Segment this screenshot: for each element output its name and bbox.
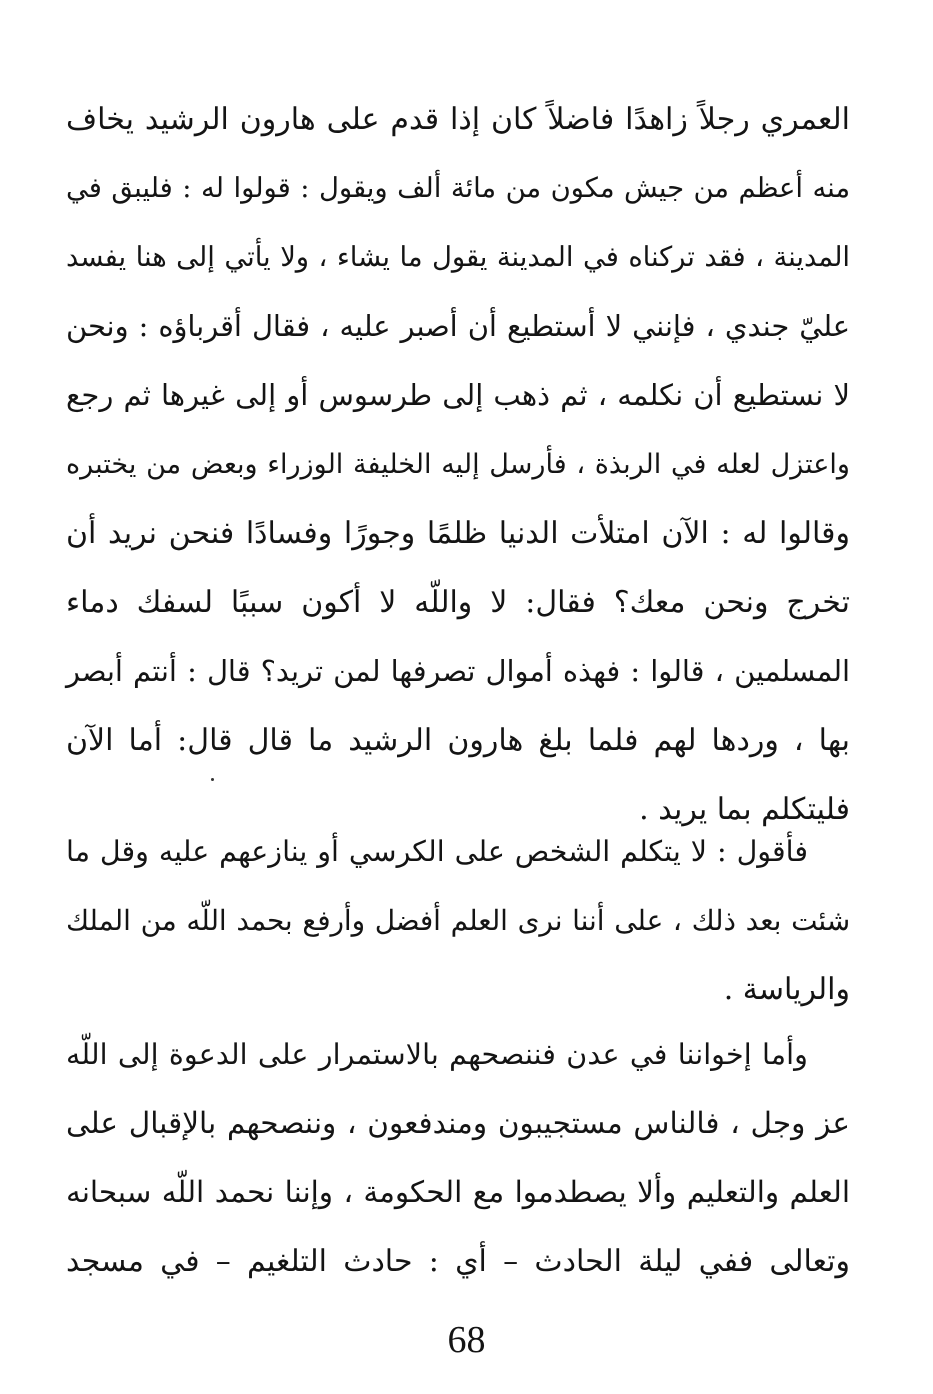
text-line: والرياسة . xyxy=(723,972,850,1007)
paragraph-2 xyxy=(66,817,850,1024)
ink-speck xyxy=(211,778,214,781)
text-line: بها ، وردها لهم فلما بلغ هارون الرشيد ما قال قال: أما الآن xyxy=(66,723,850,758)
text-line: وأما إخواننا في عدن فننصحهم بالاستمرار على الدعوة إلى اللّه xyxy=(66,1037,808,1071)
text-line: لا نستطيع أن نكلمه ، ثم ذهب إلى طرسوس أو إلى غيرها ثم رجع xyxy=(66,378,850,412)
text-line: العمري رجلاً زاهدًا فاضلاً كان إذا قدم على هارون الرشيد يخاف xyxy=(66,102,850,137)
text-line: وقالوا له : الآن امتلأت الدنيا ظلمًا وجورًا وفسادًا فنحن نريد أن xyxy=(66,516,850,551)
text-line: واعتزل لعله في الربذة ، فأرسل إليه الخليفة الوزراء وبعض من يختبره xyxy=(66,449,850,480)
text-line: منه أعظم من جيش مكون من مائة ألف ويقول : قولوا له : فليبق في xyxy=(66,173,850,204)
paragraph-1 xyxy=(66,85,850,844)
text-line: شئت بعد ذلك ، على أننا نرى العلم أفضل وأرفع بحمد اللّه من الملك xyxy=(66,904,850,937)
text-line: وتعالى ففي ليلة الحادث – أي : حادث التلغيم – في مسجد xyxy=(66,1244,850,1279)
text-line: المسلمين ، قالوا : فهذه أموال تصرفها لمن تريد؟ قال : أنتم أبصر xyxy=(66,654,850,688)
text-line: عليّ جندي ، فإنني لا أستطيع أن أصبر عليه ، فقال أقرباؤه : ونحن xyxy=(66,309,850,343)
text-line: تخرج ونحن معك؟ فقال: لا واللّه لا أكون سببًا لسفك دماء xyxy=(66,585,850,620)
text-line: العلم والتعليم وألا يصطدموا مع الحكومة ، وإننا نحمد اللّه سبحانه xyxy=(66,1175,850,1209)
paragraph-3 xyxy=(66,1020,850,1296)
text-line: عز وجل ، فالناس مستجيبون ومندفعون ، وننصحهم بالإقبال على xyxy=(66,1106,850,1140)
text-line: فليتكلم بما يريد . xyxy=(639,792,850,827)
page-number: 68 xyxy=(447,1319,486,1361)
text-line: فأقول : لا يتكلم الشخص على الكرسي أو ينازعهم عليه وقل ما xyxy=(66,835,808,868)
text-line: المدينة ، فقد تركناه في المدينة يقول ما يشاء ، ولا يأتي إلى هنا يفسد xyxy=(66,242,850,273)
